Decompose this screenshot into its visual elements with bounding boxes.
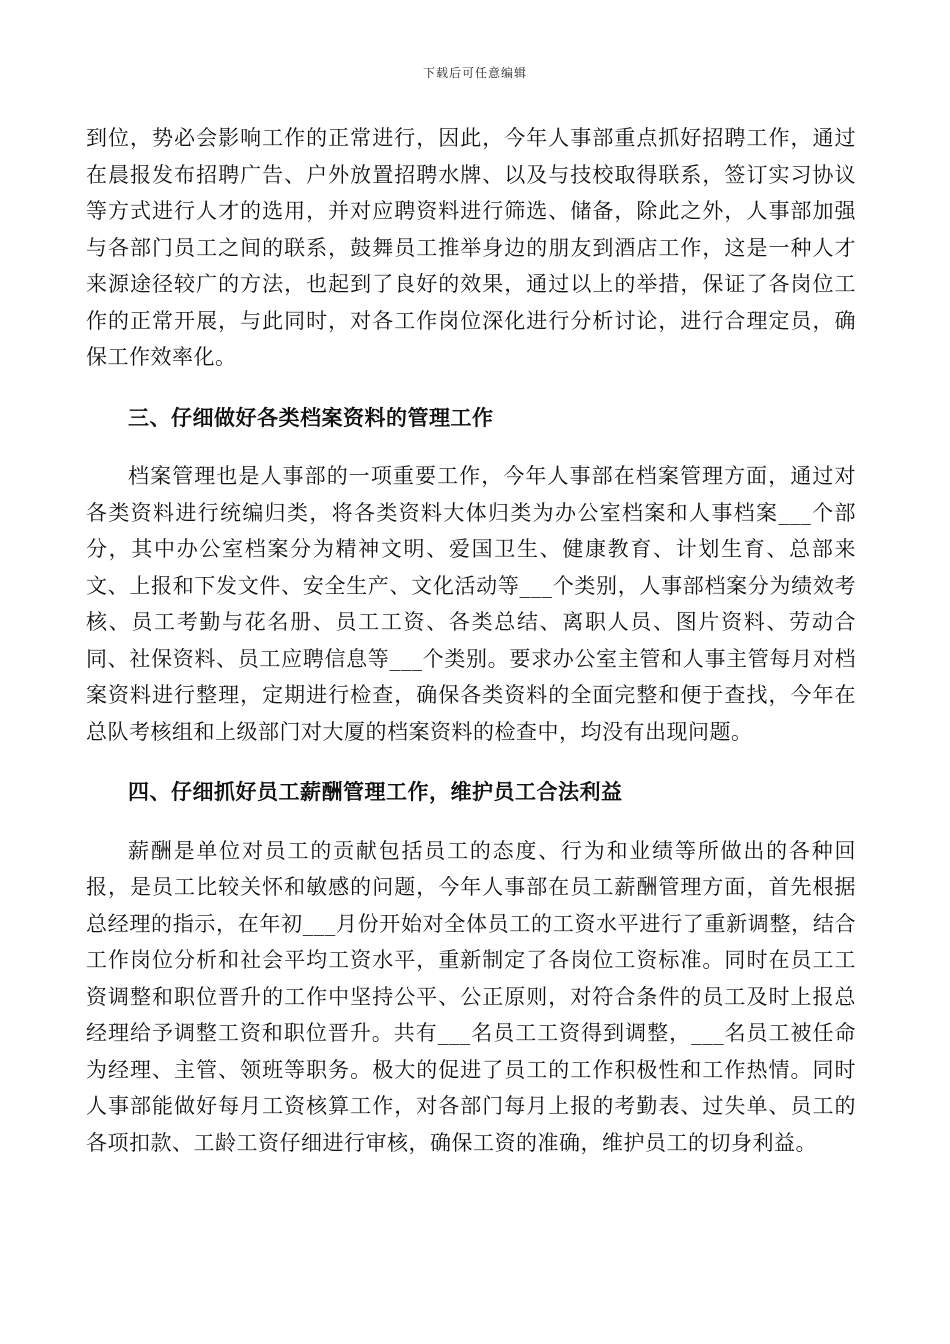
- header-note: 下载后可任意编辑: [422, 66, 527, 80]
- document-body: [86, 120, 856, 1161]
- section-heading-archives: 三、仔细做好各类档案资料的管理工作: [128, 404, 494, 430]
- paragraph-recruitment: 到位，势必会影响工作的正常进行，因此，今年人事部重点抓好招聘工作，通过在晨报发布招聘广告、户外放置招聘水牌、以及与技校取得联系，签订实习协议等方式进行人才的选用，并对应聘资料进行筛选、储备，除此之外，人事部加强与各部门员工之间的联系，鼓舞员工推举身边的朋友到酒店工作，这是一种人才来源途径较广的方法，也起到了良好的效果，通过以上的举措，保证了各岗位工作的正常开展，与此同时，对各工作岗位深化进行分析讨论，进行合理定员，确保工作效率化。: [86, 126, 856, 369]
- section-heading-compensation: 四、仔细抓好员工薪酬管理工作，维护员工合法利益: [128, 779, 623, 804]
- paragraph-compensation: 薪酬是单位对员工的贡献包括员工的态度、行为和业绩等所做出的各种回报，是员工比较关怀和敏感的问题，今年人事部在员工薪酬管理方面，首先根据总经理的指示，在年初___月份开始对全体员工的工资水平进行了重新调整，结合工作岗位分析和社会平均工资水平，重新制定了各岗位工资标准。同时在员工工资调整和职位晋升的工作中坚持公平、公正原则，对符合条件的员工及时上报总经理给予调整工资和职位晋升。共有___名员工工资得到调整，___名员工被任命为经理、主管、领班等职务。极大的促进了员工的工作积极性和工作热情。同时人事部能做好每月工资核算工作，对各部门每月上报的考勤表、过失单、员工的各项扣款、工龄工资仔细进行审核，确保工资的准确，维护员工的切身利益。: [86, 838, 856, 1155]
- paragraph-archives: 档案管理也是人事部的一项重要工作，今年人事部在档案管理方面，通过对各类资料进行统编归类，将各类资料大体归类为办公室档案和人事档案___个部分，其中办公室档案分为精神文明、爱国卫生、健康教育、计划生育、总部来文、上报和下发文件、安全生产、文化活动等___个类别，人事部档案分为绩效考核、员工考勤与花名册、员工工资、各类总结、离职人员、图片资料、劳动合同、社保资料、员工应聘信息等___个类别。要求办公室主管和人事主管每月对档案资料进行整理，定期进行检查，确保各类资料的全面完整和便于查找，今年在总队考核组和上级部门对大厦的档案资料的检查中，均没有出现问题。: [86, 464, 856, 744]
